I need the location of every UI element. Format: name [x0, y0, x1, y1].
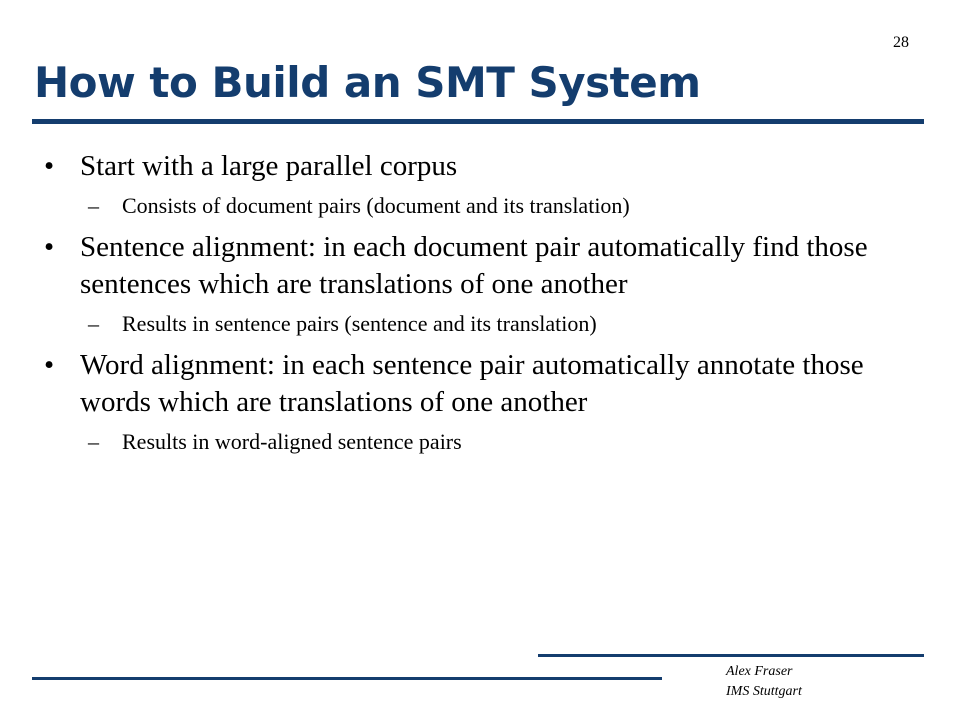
title-divider — [32, 119, 924, 124]
sub-bullet-text: Results in word-aligned sentence pairs — [122, 429, 462, 454]
footer-divider-bottom — [32, 677, 662, 680]
dash-icon: – — [88, 311, 99, 336]
bullet-icon: • — [44, 231, 55, 263]
slide-title: How to Build an SMT System — [34, 58, 701, 107]
bullet-text: Start with a large parallel corpus — [80, 150, 458, 182]
bullet-item — [44, 148, 914, 185]
bullet-text: Sentence alignment: in each document pair automatically find those sentences which are translations of one another — [80, 231, 868, 300]
bullet-item — [44, 229, 914, 303]
dash-icon: – — [88, 193, 99, 218]
bullet-icon: • — [44, 349, 55, 381]
footer-institution: IMS Stuttgart — [726, 684, 802, 699]
footer-divider-top — [538, 654, 924, 657]
page-number: 28 — [893, 34, 909, 51]
bullet-item — [44, 347, 914, 421]
slide-content — [44, 140, 914, 463]
sub-bullet-item — [44, 309, 914, 339]
bullet-icon: • — [44, 150, 55, 182]
footer — [726, 662, 802, 702]
dash-icon: – — [88, 429, 99, 454]
sub-bullet-item — [44, 191, 914, 221]
sub-bullet-text: Results in sentence pairs (sentence and its translation) — [122, 311, 597, 336]
sub-bullet-item — [44, 427, 914, 457]
footer-author: Alex Fraser — [726, 664, 793, 679]
sub-bullet-text: Consists of document pairs (document and its translation) — [122, 193, 630, 218]
bullet-text: Word alignment: in each sentence pair automatically annotate those words which are translations of one another — [80, 349, 864, 418]
